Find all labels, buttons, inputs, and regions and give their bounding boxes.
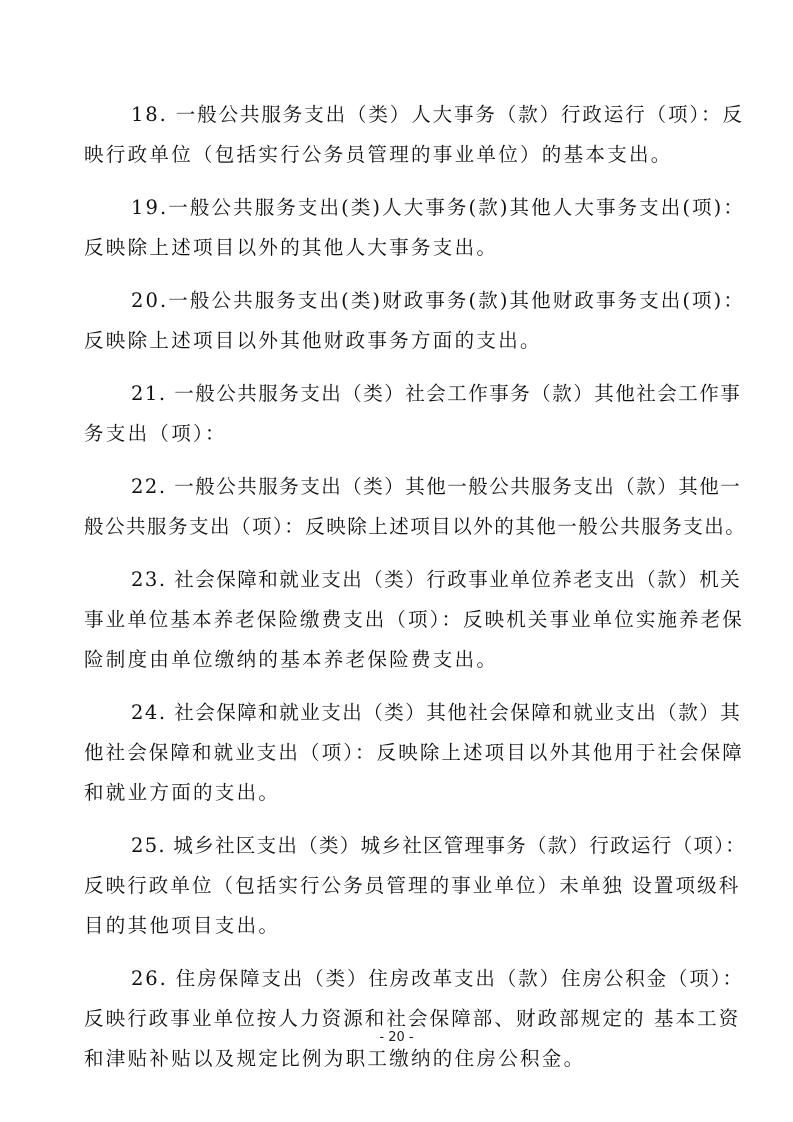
text-line: 23. 社会保障和就业支出（类）行政事业单位养老支出（款）机关 [131, 568, 742, 591]
text-line: 20.一般公共服务支出(类)财政事务(款)其他财政事务支出(项)： [131, 289, 745, 312]
text-line: 他社会保障和就业支出（项）：反映除上述项目以外其他用于社会保障 [84, 741, 744, 764]
text-line: 22. 一般公共服务支出（类）其他一般公共服务支出（款）其他一 [131, 475, 742, 498]
text-line: 险制度由单位缴纳的基本养老保险费支出。 [84, 648, 499, 671]
text-line: 和津贴补贴以及规定比例为职工缴纳的住房公积金。 [84, 1047, 586, 1070]
text-line: 19.一般公共服务支出(类)人大事务(款)其他人大事务支出(项)： [131, 196, 745, 219]
text-line: 26. 住房保障支出（类）住房改革支出（款）住房公积金（项）： [131, 967, 744, 990]
paragraph-20 [84, 281, 746, 361]
paragraph-21 [84, 374, 746, 454]
text-line: 反映行政事业单位按人力资源和社会保障部、财政部规定的 基本工资 [84, 1007, 741, 1030]
paragraph-23 [84, 560, 746, 680]
paragraph-22 [84, 467, 746, 547]
paragraph-18 [84, 95, 746, 175]
text-line: 反映除上述项目以外其他财政事务方面的支出。 [84, 329, 542, 352]
text-line: 24. 社会保障和就业支出（类）其他社会保障和就业支出（款）其 [131, 701, 742, 724]
text-line: 25. 城乡社区支出（类）城乡社区管理事务（款）行政运行（项）： [131, 834, 747, 857]
text-line: 18. 一般公共服务支出（类）人大事务（款）行政运行（项）：反 [131, 103, 744, 126]
document-body [84, 95, 746, 1092]
page-number: - 20 - [379, 1030, 414, 1045]
text-line: 目的其他项目支出。 [84, 914, 281, 937]
text-line: 反映除上述项目以外的其他人大事务支出。 [84, 236, 499, 259]
paragraph-26 [84, 959, 746, 1079]
text-line: 事业单位基本养老保险缴费支出（项）：反映机关事业单位实施养老保 [84, 608, 744, 631]
text-line: 般公共服务支出（项）：反映除上述项目以外的其他一般公共服务支出。 [84, 515, 747, 538]
paragraph-24 [84, 693, 746, 813]
text-line: 和就业方面的支出。 [84, 781, 281, 804]
text-line: 务支出（项）： [84, 422, 227, 445]
text-line: 映行政单位（包括实行公务员管理的事业单位）的基本支出。 [84, 143, 673, 166]
text-line: 21. 一般公共服务支出（类）社会工作事务（款）其他社会工作事 [131, 382, 742, 405]
text-line: 反映行政单位（包括实行公务员管理的事业单位）未单独 设置项级科 [84, 874, 741, 897]
paragraph-19 [84, 188, 746, 268]
paragraph-25 [84, 826, 746, 946]
